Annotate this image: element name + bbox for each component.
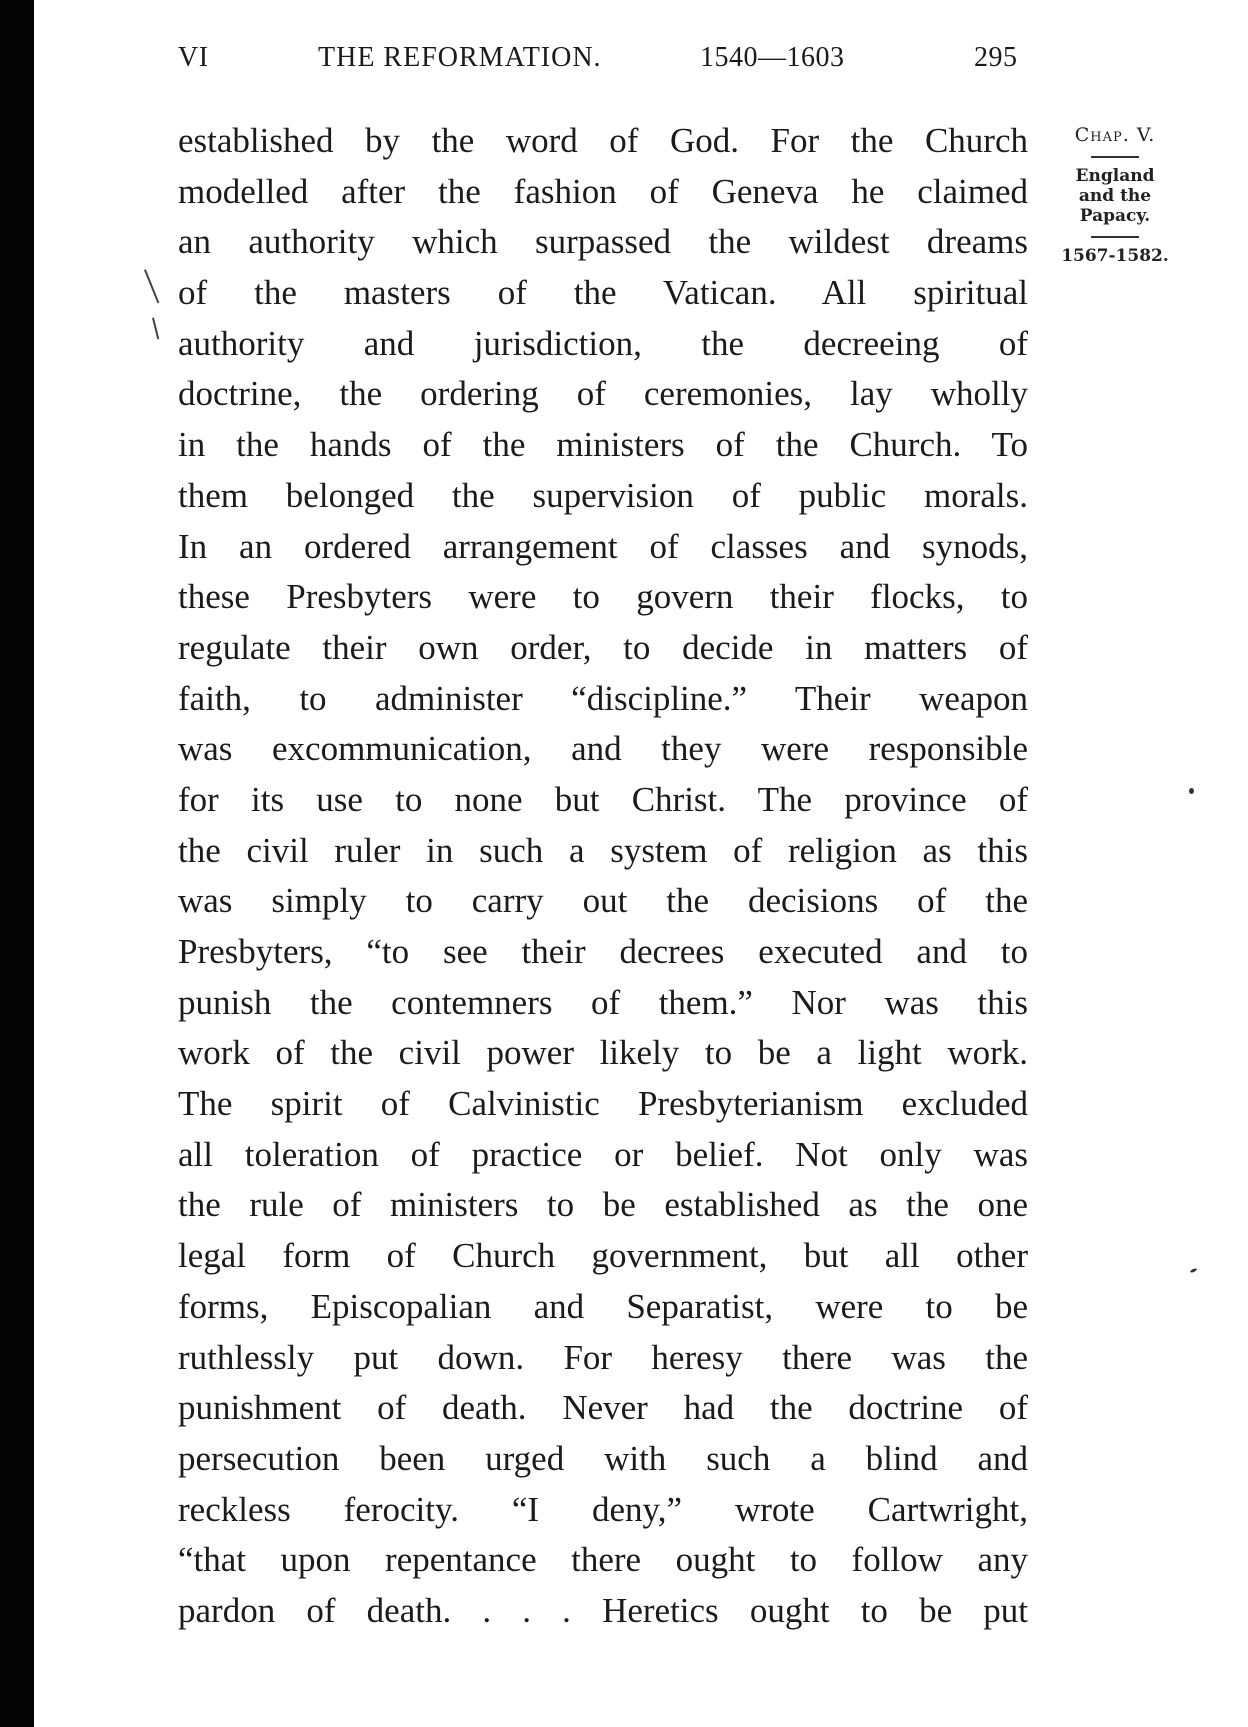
text-line: In an ordered arrangement of classes and synods,: [178, 526, 1028, 566]
text-line: work of the civil power likely to be a light work.: [178, 1033, 1028, 1073]
margin-chapter: Chap. V.: [1074, 124, 1156, 146]
text-line: doctrine, the ordering of ceremonies, lay wholly: [178, 374, 1028, 414]
text-line: for its use to none but Christ. The province of: [178, 779, 1028, 819]
text-line: Presbyters, “to see their decrees executed and to: [178, 932, 1028, 971]
margin-topic-line: England: [1075, 166, 1155, 186]
text-line: forms, Episcopalian and Separatist, were to be: [178, 1286, 1028, 1326]
ink-speck: [1190, 1268, 1198, 1274]
text-line: The spirit of Calvinistic Presbyterianism excluded: [178, 1084, 1028, 1124]
running-head: [178, 42, 1028, 78]
text-line: of the masters of the Vatican. All spiritual: [178, 273, 1028, 313]
text-line: persecution been urged with such a blind and: [178, 1438, 1028, 1478]
margin-rule: [1091, 236, 1139, 238]
text-line: punish the contemners of them.” Nor was this: [178, 982, 1028, 1022]
text-line: them belonged the supervision of public morals.: [178, 475, 1028, 515]
margin-dates: 1567-1582.: [1061, 246, 1169, 266]
text-line: an authority which surpassed the wildest dreams: [178, 222, 1028, 262]
pencil-mark: [144, 269, 159, 303]
period-dates: 1540—1603: [700, 42, 845, 73]
text-line: faith, to administer “discipline.” Their weapon: [178, 678, 1028, 718]
text-line: modelled after the fashion of Geneva he claimed: [178, 171, 1028, 211]
text-line: established by the word of God. For the Church: [178, 121, 1028, 160]
text-line: punishment of death. Never had the doctrine of: [178, 1388, 1028, 1428]
text-line: the rule of ministers to be established as the one: [178, 1185, 1028, 1225]
body-text: [178, 116, 1028, 1637]
text-line: ruthlessly put down. For heresy there was the: [178, 1337, 1028, 1377]
book-section-title: THE REFORMATION.: [318, 42, 602, 73]
marginal-note: [1050, 124, 1180, 266]
text-line: was simply to carry out the decisions of the: [178, 881, 1028, 921]
text-line: regulate their own order, to decide in matters of: [178, 627, 1028, 667]
text-line: these Presbyters were to govern their flocks, to: [178, 577, 1028, 617]
margin-topic-line: and the: [1078, 186, 1152, 206]
margin-topic-line: Papacy.: [1079, 206, 1151, 226]
text-line: pardon of death. . . . Heretics ought to be put: [178, 1590, 1028, 1630]
text-line: legal form of Church government, but all other: [178, 1236, 1028, 1276]
margin-rule: [1091, 156, 1139, 158]
text-line: was excommunication, and they were responsible: [178, 729, 1028, 769]
text-line: in the hands of the ministers of the Church. To: [178, 425, 1028, 465]
pencil-mark: [152, 318, 159, 340]
scan-edge-shadow: [0, 0, 34, 1727]
text-line: all toleration of practice or belief. Not only was: [178, 1134, 1028, 1174]
text-line: “that upon repentance there ought to follow any: [178, 1540, 1028, 1580]
ink-speck: [1189, 788, 1194, 794]
page-number: 295: [974, 42, 1018, 73]
text-line: reckless ferocity. “I deny,” wrote Cartwright,: [178, 1489, 1028, 1529]
chapter-numeral: VI: [178, 42, 209, 73]
text-line: authority and jurisdiction, the decreeing of: [178, 323, 1028, 363]
text-line: the civil ruler in such a system of religion as this: [178, 830, 1028, 870]
